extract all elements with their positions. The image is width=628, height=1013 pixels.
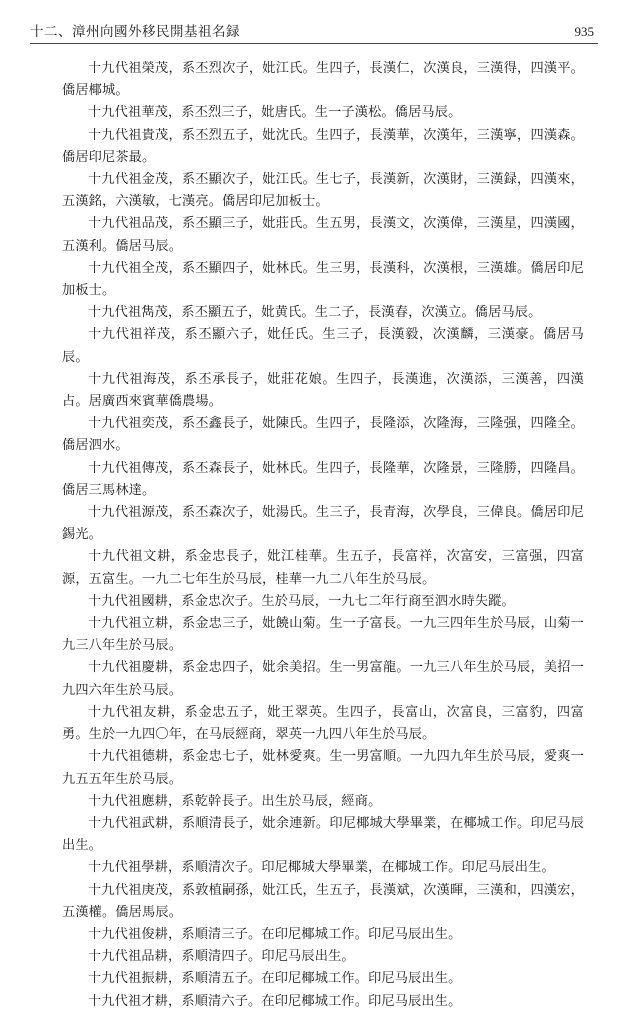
running-head: [30, 12, 598, 44]
genealogy-entry: 十九代祖奕茂，系丕鑫長子，妣陳氏。生四子，長隆添，次隆海，三隆强，四隆全。僑居泗水。: [62, 416, 584, 454]
genealogy-entry: 十九代祖國耕，系金忠次子。生於马辰，一九七二年行商至泗水時失蹤。: [88, 593, 515, 609]
page-number: 935: [574, 24, 594, 39]
genealogy-entry: 十九代祖慶耕，系金忠四子，妣余美招。生一男富龍。一九三八年生於马辰，美招一九四六年生於马辰。: [62, 660, 584, 698]
genealogy-entry: 十九代祖雋茂，系丕顯五子，妣黄氏。生二子，長漢春，次漢立。僑居马辰。: [88, 305, 542, 321]
genealogy-entry: 十九代祖全茂，系丕顯四子，妣林氏。生三男，長漢科，次漢根，三漢雄。僑居印尼加板士。: [62, 260, 584, 299]
genealogy-text-body: [62, 58, 584, 1013]
genealogy-entry: 十九代祖榮茂，系丕烈次子，妣江氏。生四子，長漢仁，次漢良，三漢得，四漢平。僑居椰城。: [62, 61, 584, 99]
genealogy-entry: 十九代祖貴茂，系丕烈五子，妣沈氏。生四子，長漢華，次漢年，三漢寧，四漢森。僑居印尼茶最。: [62, 127, 584, 165]
genealogy-entry: 十九代祖源茂，系丕森次子，妣湯氏。生三子，長青海，次學良，三偉良。僑居印尼錫光。: [62, 505, 584, 543]
genealogy-entry: 十九代祖海茂，系丕承長子，妣莊花娘。生四子，長漢進，次漢添，三漢善，四漢占。居廣西來賓華僑農場。: [62, 371, 584, 410]
genealogy-entry: 十九代祖德耕，系金忠七子，妣林愛爽。生一男富順。一九四九年生於马辰，愛爽一九五五年生於马辰。: [62, 749, 584, 787]
genealogy-entry: 十九代祖品耕，系順清四子。印尼马辰出生。: [88, 949, 355, 965]
genealogy-entry: 十九代祖庚茂，系敦植嗣孫，妣江氏，生五子，長漢斌，次漢暉，三漢和，四漢宏，五漢權。僑居馬辰。: [62, 882, 584, 920]
genealogy-entry: 十九代祖俊耕，系順清三子。在印尼椰城工作。印尼马辰出生。: [88, 926, 462, 942]
genealogy-entry: 十九代祖祥茂，系丕顯六子，妣任氏。生三子，長漢毅，次漢麟，三漢豪。僑居马辰。: [62, 327, 584, 365]
genealogy-entry: 十九代祖應耕，系乾幹長子。出生於马辰，經商。: [88, 793, 382, 809]
genealogy-entry: 十九代祖武耕，系順清長子，妣余連新。印尼椰城大學畢業，在椰城工作。印尼马辰出生。: [62, 815, 584, 854]
genealogy-entry: 十九代祖立耕，系金忠三子，妣饒山菊。生一子富長。一九三四年生於马辰，山菊一九三八年生於马辰。: [62, 616, 584, 654]
genealogy-entry: 十九代祖傳茂，系丕森長子，妣林氏。生四子，長隆華，次隆景，三隆勝，四隆昌。僑居三馬林達。: [62, 460, 584, 498]
genealogy-entry: 十九代祖友耕，系金忠五子，妣王翠英。生四子，長富山，次富良，三富豹，四富勇。生於一九四〇年，在马辰經商，翠英一九四八年生於马辰。: [62, 704, 584, 743]
genealogy-entry: 十九代祖品茂，系丕顯三子，妣莊氏。生五男，長漢文，次漢偉，三漢星，四漢國，五漢利。僑居马辰。: [62, 216, 584, 254]
genealogy-entry: 十九代祖文耕，系金忠長子，妣江桂華。生五子，長富祥，次富安，三富强，四富源，五富生。一九二七年生於马辰，桂華一九二八年生於马辰。: [62, 549, 584, 587]
genealogy-entry: 十九代祖學耕，系順清次子。印尼椰城大學畢業，在椰城工作。印尼马辰出生。: [88, 860, 555, 876]
chapter-title: 十二、漳州向國外移民開基祖名録: [30, 24, 240, 40]
genealogy-entry: 十九代祖華茂，系丕烈三子，妣唐氏。生一子漢松。僑居马辰。: [88, 105, 462, 121]
genealogy-entry: 十九代祖才耕，系順清六子。在印尼椰城工作。印尼马辰出生。: [88, 993, 462, 1009]
genealogy-entry: 十九代祖振耕，系順清五子。在印尼椰城工作。印尼马辰出生。: [88, 971, 462, 987]
genealogy-entry: 十九代祖金茂，系丕顯次子，妣江氏。生七子，長漢新，次漢財，三漢録，四漢來，五漢銘，六漢敏，七漢亮。僑居印尼加板士。: [62, 172, 584, 210]
